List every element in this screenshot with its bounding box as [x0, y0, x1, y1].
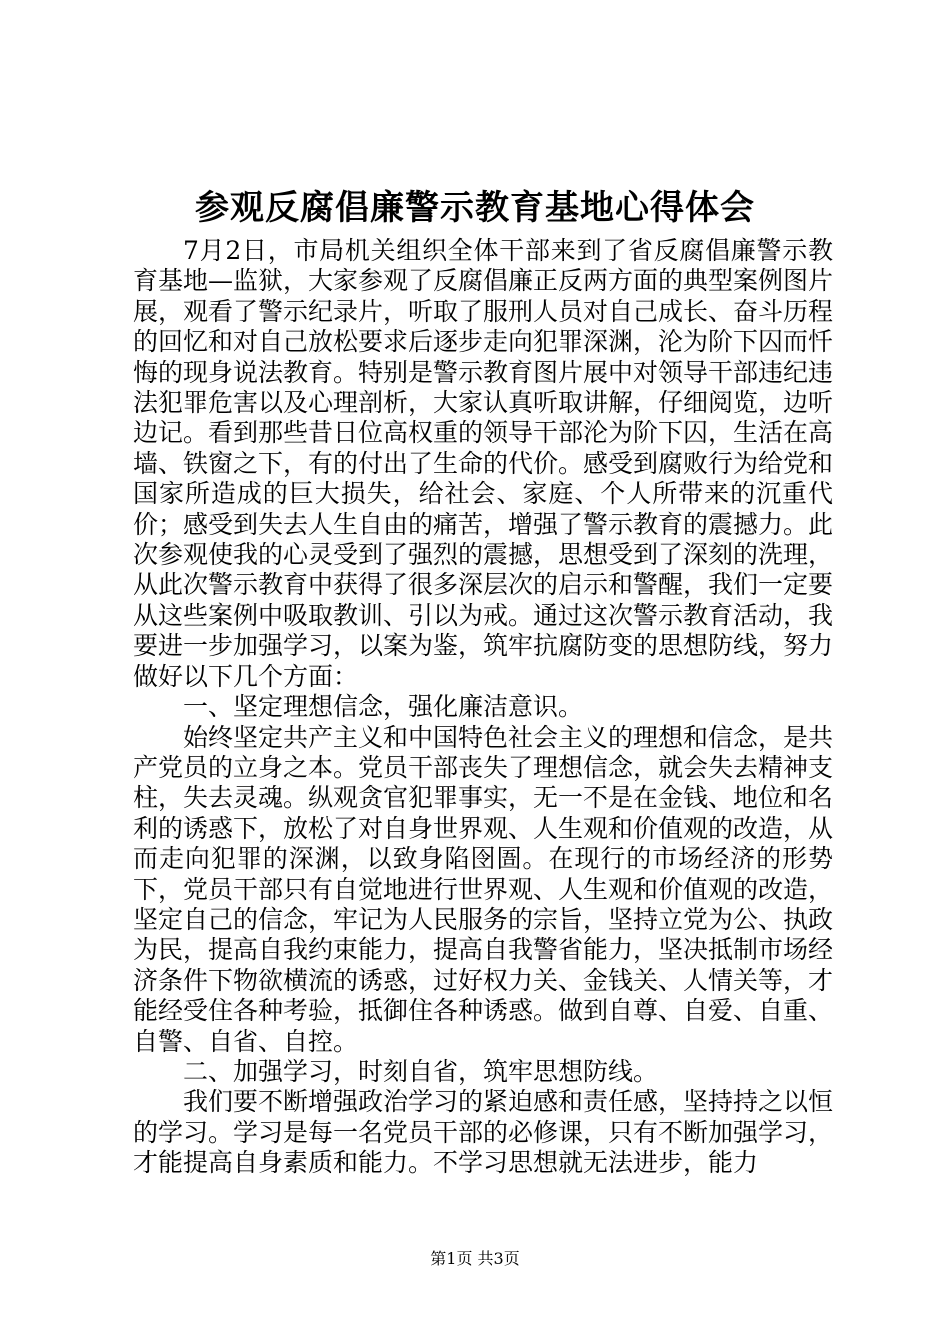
document-body	[133, 236, 833, 1179]
section-heading-2: 二、加强学习，时刻自省，筑牢思想防线。	[183, 1056, 659, 1086]
paragraph-section-2: 我们要不断增强政治学习的紧迫感和责任感，坚持持之以恒的学习。学习是每一名党员干部的必修课，只有不断加强学习，才能提高自身素质和能力。不学习思想就无法进步，能力	[133, 1087, 834, 1178]
section-heading-1: 一、坚定理想信念，强化廉洁意识。	[183, 692, 584, 722]
page-footer: 第1页 共3页	[430, 1249, 520, 1268]
document-title: 参观反腐倡廉警示教育基地心得体会	[195, 188, 755, 228]
paragraph-section-1: 始终坚定共产主义和中国特色社会主义的理想和信念，是共产党员的立身之本。党员干部丧失了理想信念，就会失去精神支柱，失去灵魂。纵观贪官犯罪事实，无一不是在金钱、地位和名利的诱惑下，放松了对自身世界观、人生观和价值观的改造，从而走向犯罪的深渊，以致身陷囹圄。在现行的市场经济的形势下，党员干部只有自觉地进行世界观、人生观和价值观的改造，坚定自己的信念，牢记为人民服务的宗旨，坚持立党为公、执政为民，提高自我约束能力，提高自我警省能力，坚决抵制市场经济条件下物欲横流的诱惑，过好权力关、金钱关、人情关等，才能经受住各种考验，抵御住各种诱惑。做到自尊、自爱、自重、自警、自省、自控。	[133, 722, 834, 1056]
paragraph-intro: 7月2日，市局机关组织全体干部来到了省反腐倡廉警示教育基地—监狱，大家参观了反腐倡廉正反两方面的典型案例图片展，观看了警示纪录片，听取了服刑人员对自己成长、奋斗历程的回忆和对自己放松要求后逐步走向犯罪深渊，沦为阶下囚而忏悔的现身说法教育。特别是警示教育图片展中对领导干部违纪违法犯罪危害以及心理剖析，大家认真听取讲解，仔细阅览，边听边记。看到那些昔日位高权重的领导干部沦为阶下囚，生活在高墙、铁窗之下，有的付出了生命的代价。感受到腐败行为给党和国家所造成的巨大损失，给社会、家庭、个人所带来的沉重代价；感受到失去人生自由的痛苦，增强了警示教育的震撼力。此次参观使我的心灵受到了强烈的震撼，思想受到了深刻的洗理，从此次警示教育中获得了很多深层次的启示和警醒，我们一定要从这些案例中吸取教训、引以为戒。通过这次警示教育活动，我要进一步加强学习，以案为鉴，筑牢抗腐防变的思想防线，努力做好以下几个方面：	[133, 236, 834, 691]
